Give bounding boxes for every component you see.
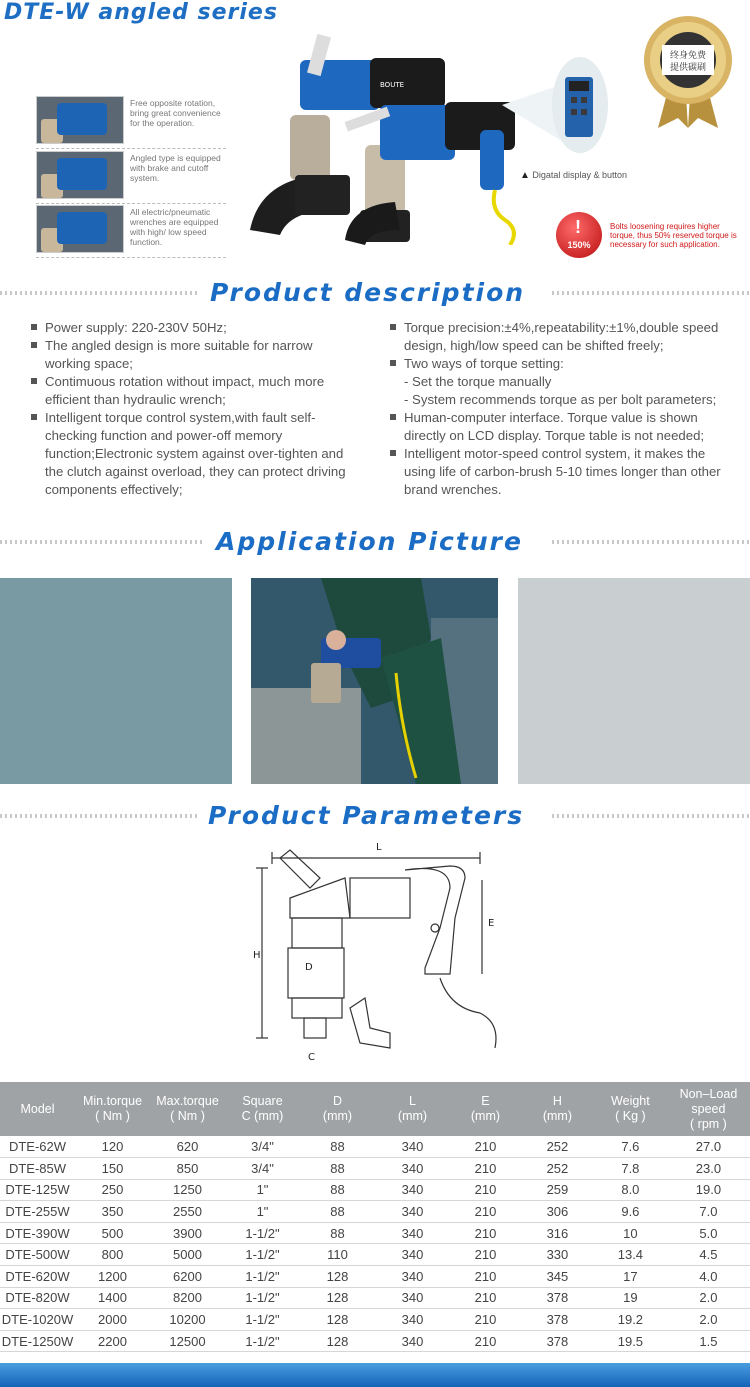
table-cell: 5000 <box>150 1244 225 1266</box>
table-cell: 4.0 <box>667 1266 750 1288</box>
table-cell: DTE-1020W <box>0 1309 75 1331</box>
table-cell: 3900 <box>150 1222 225 1244</box>
table-row <box>0 1158 750 1180</box>
table-cell: DTE-62W <box>0 1136 75 1158</box>
application-photo-right <box>518 578 750 784</box>
feature-text: All electric/pneumatic wrenches are equipped with high/ low speed function. <box>130 207 219 247</box>
table-cell: 340 <box>375 1136 450 1158</box>
table-cell: 330 <box>521 1244 594 1266</box>
table-cell: 120 <box>75 1136 150 1158</box>
table-cell: 340 <box>375 1266 450 1288</box>
table-cell: 6200 <box>150 1266 225 1288</box>
table-cell: 7.6 <box>594 1136 667 1158</box>
table-cell: 19.0 <box>667 1179 750 1201</box>
table-cell: 210 <box>450 1158 521 1180</box>
warning-percent: 150% <box>567 240 591 250</box>
feature-text: Angled type is equipped with brake and cutoff system. <box>130 153 221 183</box>
table-cell: DTE-500W <box>0 1244 75 1266</box>
table-cell: 340 <box>375 1287 450 1309</box>
dimension-label-l: L <box>376 842 382 853</box>
table-cell: 1" <box>225 1179 300 1201</box>
table-cell: 10200 <box>150 1309 225 1331</box>
table-cell: 7.8 <box>594 1158 667 1180</box>
table-cell: 128 <box>300 1266 375 1288</box>
table-cell: 210 <box>450 1287 521 1309</box>
list-item: Power supply: 220-230V 50Hz; <box>31 319 361 337</box>
table-cell: 340 <box>375 1330 450 1352</box>
table-cell: 252 <box>521 1136 594 1158</box>
table-cell: 316 <box>521 1222 594 1244</box>
table-cell: 3/4" <box>225 1158 300 1180</box>
table-cell: DTE-390W <box>0 1222 75 1244</box>
feature-item-rotation <box>36 96 236 144</box>
table-cell: 340 <box>375 1158 450 1180</box>
dimension-label-h: H <box>253 950 261 961</box>
table-cell: 850 <box>150 1158 225 1180</box>
table-cell: 340 <box>375 1309 450 1331</box>
table-cell: DTE-820W <box>0 1287 75 1309</box>
table-cell: 378 <box>521 1330 594 1352</box>
application-photo-main <box>251 578 498 784</box>
table-cell: 800 <box>75 1244 150 1266</box>
table-cell: 620 <box>150 1136 225 1158</box>
table-cell: DTE-125W <box>0 1179 75 1201</box>
warning-text: Bolts loosening requires higher torque, thus 50% reserved torque is necessary for such application. <box>610 222 737 249</box>
table-cell: 110 <box>300 1244 375 1266</box>
column-header-weight: Weight ( Kg ) <box>594 1082 667 1136</box>
table-cell: 19 <box>594 1287 667 1309</box>
table-cell: 210 <box>450 1330 521 1352</box>
display-note <box>520 170 627 181</box>
parameters-table <box>0 1082 750 1352</box>
column-header-min-torque: Min.torque ( Nm ) <box>75 1082 150 1136</box>
table-cell: 210 <box>450 1309 521 1331</box>
table-cell: 17 <box>594 1266 667 1288</box>
table-cell: DTE-620W <box>0 1266 75 1288</box>
warning-icon: ! 150% <box>556 212 602 258</box>
list-item: Intelligent motor-speed control system, it makes the using life of carbon-brush 5-10 times longer than other brand wrenches. <box>390 445 735 499</box>
table-cell: 2.0 <box>667 1287 750 1309</box>
table-cell: 23.0 <box>667 1158 750 1180</box>
table-cell: 210 <box>450 1179 521 1201</box>
table-cell: 1-1/2" <box>225 1330 300 1352</box>
section-header-application <box>0 527 750 557</box>
column-header-h: H (mm) <box>521 1082 594 1136</box>
digital-display-closeup <box>550 55 610 155</box>
table-cell: 128 <box>300 1309 375 1331</box>
table-row <box>0 1179 750 1201</box>
table-row <box>0 1330 750 1352</box>
application-photo-left <box>0 578 232 784</box>
dimension-diagram <box>250 838 510 1064</box>
table-cell: 259 <box>521 1179 594 1201</box>
table-cell: 2.0 <box>667 1309 750 1331</box>
table-cell: DTE-85W <box>0 1158 75 1180</box>
table-cell: 1-1/2" <box>225 1222 300 1244</box>
badge-line-2: 提供碳刷 <box>669 63 707 73</box>
table-cell: 340 <box>375 1244 450 1266</box>
table-row <box>0 1287 750 1309</box>
badge-line-1: 终身免费 <box>669 51 707 61</box>
table-row <box>0 1201 750 1223</box>
description-right-column <box>390 319 735 499</box>
table-cell: 88 <box>300 1179 375 1201</box>
table-cell: 5.0 <box>667 1222 750 1244</box>
table-cell: 252 <box>521 1158 594 1180</box>
section-title: Application Picture <box>216 527 523 556</box>
column-header-square: Square C (mm) <box>225 1082 300 1136</box>
table-cell: 1-1/2" <box>225 1287 300 1309</box>
table-cell: 4.5 <box>667 1244 750 1266</box>
feature-item-brake <box>36 151 236 199</box>
feature-thumbnail <box>36 96 124 144</box>
table-cell: 8200 <box>150 1287 225 1309</box>
table-cell: 1-1/2" <box>225 1266 300 1288</box>
table-cell: 2550 <box>150 1201 225 1223</box>
section-header-parameters <box>0 801 750 831</box>
dimension-label-c: C <box>308 1052 315 1063</box>
table-cell: 1-1/2" <box>225 1309 300 1331</box>
table-cell: 1400 <box>75 1287 150 1309</box>
product-image <box>240 30 560 245</box>
table-cell: DTE-1250W <box>0 1330 75 1352</box>
feature-text: Free opposite rotation, bring great convenience for the operation. <box>130 98 221 128</box>
table-cell: 1" <box>225 1201 300 1223</box>
table-cell: 210 <box>450 1244 521 1266</box>
divider <box>36 148 226 149</box>
column-header-model: Model <box>0 1082 75 1136</box>
table-row <box>0 1309 750 1331</box>
table-cell: 340 <box>375 1179 450 1201</box>
column-header-e: E (mm) <box>450 1082 521 1136</box>
column-header-d: D (mm) <box>300 1082 375 1136</box>
list-item: Two ways of torque setting: - Set the torque manually - System recommends torque as per bolt parameters; <box>390 355 735 409</box>
section-title: Product Parameters <box>208 801 525 830</box>
table-cell: 88 <box>300 1136 375 1158</box>
table-cell: 10 <box>594 1222 667 1244</box>
table-cell: 19.2 <box>594 1309 667 1331</box>
table-cell: 7.0 <box>667 1201 750 1223</box>
table-cell: 88 <box>300 1222 375 1244</box>
dimension-label-d: D <box>305 962 313 973</box>
section-title: Product description <box>210 278 526 307</box>
column-header-speed: Non–Load speed ( rpm ) <box>667 1082 750 1136</box>
feature-thumbnail <box>36 205 124 253</box>
torque-warning <box>556 212 746 258</box>
display-note-text: Digatal display & button <box>532 170 627 180</box>
dimension-label-e: E <box>488 918 495 929</box>
table-cell: 210 <box>450 1136 521 1158</box>
table-cell: 8.0 <box>594 1179 667 1201</box>
divider <box>36 257 226 258</box>
table-cell: 128 <box>300 1287 375 1309</box>
table-row <box>0 1222 750 1244</box>
table-cell: 9.6 <box>594 1201 667 1223</box>
list-item: The angled design is more suitable for narrow working space; <box>31 337 361 373</box>
feature-item-speed <box>36 205 236 253</box>
table-cell: 1250 <box>150 1179 225 1201</box>
table-row <box>0 1136 750 1158</box>
table-cell: 88 <box>300 1201 375 1223</box>
table-cell: 378 <box>521 1309 594 1331</box>
table-cell: 340 <box>375 1201 450 1223</box>
table-body <box>0 1136 750 1352</box>
footer-bar <box>0 1363 750 1387</box>
product-label: BOUTE <box>380 81 405 89</box>
table-cell: 12500 <box>150 1330 225 1352</box>
list-item: Human-computer interface. Torque value is shown directly on LCD display. Torque table is not needed; <box>390 409 735 445</box>
table-cell: 3/4" <box>225 1136 300 1158</box>
table-cell: 150 <box>75 1158 150 1180</box>
table-cell: 350 <box>75 1201 150 1223</box>
table-header-row <box>0 1082 750 1136</box>
column-header-l: L (mm) <box>375 1082 450 1136</box>
list-item: Torque precision:±4%,repeatability:±1%,double speed design, high/low speed can be shifted freely; <box>390 319 735 355</box>
table-cell: 2200 <box>75 1330 150 1352</box>
medal-badge-icon <box>638 10 738 130</box>
table-cell: 2000 <box>75 1309 150 1331</box>
table-cell: 378 <box>521 1287 594 1309</box>
table-cell: DTE-255W <box>0 1201 75 1223</box>
table-cell: 13.4 <box>594 1244 667 1266</box>
table-cell: 1-1/2" <box>225 1244 300 1266</box>
column-header-max-torque: Max.torque ( Nm ) <box>150 1082 225 1136</box>
divider <box>36 203 226 204</box>
table-cell: 210 <box>450 1266 521 1288</box>
table-cell: 19.5 <box>594 1330 667 1352</box>
table-cell: 128 <box>300 1330 375 1352</box>
table-cell: 1.5 <box>667 1330 750 1352</box>
table-cell: 210 <box>450 1222 521 1244</box>
list-item: Contimuous rotation without impact, much more efficient than hydraulic wrench; <box>31 373 361 409</box>
section-header-description <box>0 278 750 308</box>
table-row <box>0 1266 750 1288</box>
list-item: Intelligent torque control system,with fault self-checking function and power-off memory function;Electronic system against over-tighten and the clutch against overload, they can protect driving components effectively; <box>31 409 361 499</box>
table-cell: 306 <box>521 1201 594 1223</box>
table-row <box>0 1244 750 1266</box>
table-cell: 250 <box>75 1179 150 1201</box>
table-cell: 345 <box>521 1266 594 1288</box>
table-cell: 88 <box>300 1158 375 1180</box>
table-cell: 340 <box>375 1222 450 1244</box>
feature-thumbnail <box>36 151 124 199</box>
table-cell: 1200 <box>75 1266 150 1288</box>
table-cell: 210 <box>450 1201 521 1223</box>
table-cell: 27.0 <box>667 1136 750 1158</box>
page-title: DTE-W angled series <box>4 0 278 25</box>
triangle-icon: ▲ <box>520 170 530 181</box>
table-cell: 500 <box>75 1222 150 1244</box>
description-left-column <box>31 319 361 499</box>
